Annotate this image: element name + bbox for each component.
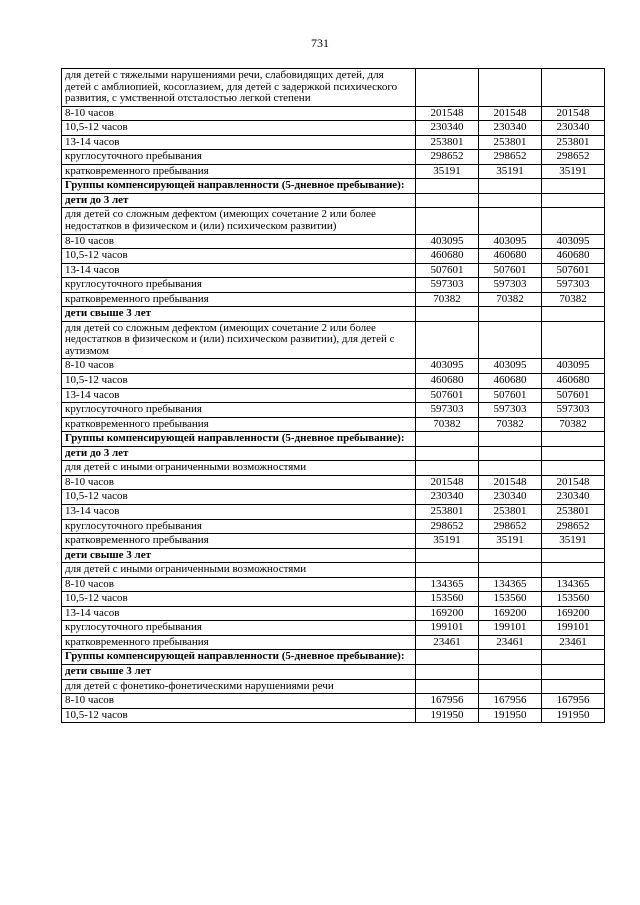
value-cell-2 <box>479 193 542 208</box>
section-heading: дети до 3 лет <box>62 193 416 208</box>
value-cell-2: 597303 <box>479 278 542 293</box>
value-cell-2: 253801 <box>479 504 542 519</box>
table-row <box>62 106 605 121</box>
table-row <box>62 278 605 293</box>
value-cell-3 <box>542 446 605 461</box>
table-row <box>62 359 605 374</box>
value-cell-2: 403095 <box>479 359 542 374</box>
section-heading-row <box>62 664 605 679</box>
value-cell-3 <box>542 307 605 322</box>
value-cell-3 <box>542 461 605 476</box>
table-row <box>62 374 605 389</box>
section-heading: Группы компенсирующей направленности (5-дневное пребывание): <box>62 650 416 665</box>
table-row <box>62 606 605 621</box>
value-cell-1: 253801 <box>416 135 479 150</box>
table-row <box>62 635 605 650</box>
value-cell-3: 201548 <box>542 106 605 121</box>
section-heading-row <box>62 432 605 447</box>
section-heading-row <box>62 548 605 563</box>
section-heading: дети свыше 3 лет <box>62 307 416 322</box>
value-cell-1: 70382 <box>416 292 479 307</box>
category-label: для детей с иными ограниченными возможностями <box>62 461 416 476</box>
value-cell-2: 169200 <box>479 606 542 621</box>
value-cell-3 <box>542 432 605 447</box>
row-label: 8-10 часов <box>62 359 416 374</box>
value-cell-1: 169200 <box>416 606 479 621</box>
row-label: 8-10 часов <box>62 475 416 490</box>
value-cell-1 <box>416 461 479 476</box>
value-cell-1: 230340 <box>416 490 479 505</box>
value-cell-2 <box>479 679 542 694</box>
value-cell-2 <box>479 664 542 679</box>
value-cell-3: 70382 <box>542 417 605 432</box>
value-cell-2: 460680 <box>479 374 542 389</box>
value-cell-1 <box>416 307 479 322</box>
value-cell-1 <box>416 446 479 461</box>
value-cell-2: 403095 <box>479 234 542 249</box>
value-cell-2 <box>479 69 542 107</box>
value-cell-2: 191950 <box>479 708 542 723</box>
row-label: 10,5-12 часов <box>62 490 416 505</box>
value-cell-3 <box>542 179 605 194</box>
value-cell-2: 201548 <box>479 106 542 121</box>
table-row <box>62 135 605 150</box>
value-cell-2: 230340 <box>479 121 542 136</box>
value-cell-3: 230340 <box>542 490 605 505</box>
value-cell-3: 199101 <box>542 621 605 636</box>
value-cell-1 <box>416 679 479 694</box>
value-cell-2: 201548 <box>479 475 542 490</box>
value-cell-3: 35191 <box>542 534 605 549</box>
row-label: круглосуточного пребывания <box>62 150 416 165</box>
value-cell-1: 35191 <box>416 534 479 549</box>
row-label: 13-14 часов <box>62 263 416 278</box>
row-label: кратковременного пребывания <box>62 164 416 179</box>
value-cell-3: 460680 <box>542 249 605 264</box>
value-cell-2: 23461 <box>479 635 542 650</box>
table-row <box>62 292 605 307</box>
row-label: 10,5-12 часов <box>62 708 416 723</box>
row-label: 13-14 часов <box>62 606 416 621</box>
value-cell-1 <box>416 548 479 563</box>
value-cell-1: 403095 <box>416 234 479 249</box>
value-cell-3: 70382 <box>542 292 605 307</box>
table-row <box>62 504 605 519</box>
category-label: для детей с тяжелыми нарушениями речи, слабовидящих детей, для детей с амблиопией, косоглазием, для детей с задержкой психического развития, с умственной отсталостью легкой степени <box>62 69 416 107</box>
value-cell-1 <box>416 650 479 665</box>
value-cell-2: 70382 <box>479 417 542 432</box>
section-heading-row <box>62 446 605 461</box>
value-cell-1: 134365 <box>416 577 479 592</box>
section-heading: дети свыше 3 лет <box>62 664 416 679</box>
value-cell-3: 253801 <box>542 135 605 150</box>
value-cell-3: 153560 <box>542 592 605 607</box>
value-cell-2: 134365 <box>479 577 542 592</box>
value-cell-3: 298652 <box>542 519 605 534</box>
value-cell-2: 298652 <box>479 150 542 165</box>
value-cell-1: 253801 <box>416 504 479 519</box>
table-row <box>62 592 605 607</box>
row-label: 10,5-12 часов <box>62 121 416 136</box>
value-cell-2 <box>479 432 542 447</box>
value-cell-1: 597303 <box>416 278 479 293</box>
row-label: круглосуточного пребывания <box>62 403 416 418</box>
value-cell-1: 191950 <box>416 708 479 723</box>
value-cell-3: 169200 <box>542 606 605 621</box>
value-cell-2: 199101 <box>479 621 542 636</box>
tariff-table <box>61 68 605 723</box>
value-cell-1: 298652 <box>416 519 479 534</box>
value-cell-1 <box>416 179 479 194</box>
section-heading-row <box>62 193 605 208</box>
table-row <box>62 403 605 418</box>
value-cell-1: 460680 <box>416 249 479 264</box>
table-row <box>62 150 605 165</box>
table-row <box>62 577 605 592</box>
row-label: 13-14 часов <box>62 135 416 150</box>
value-cell-3: 35191 <box>542 164 605 179</box>
category-row <box>62 69 605 107</box>
category-row <box>62 563 605 578</box>
value-cell-2: 253801 <box>479 135 542 150</box>
tariff-table-body <box>62 69 605 723</box>
value-cell-1 <box>416 69 479 107</box>
table-row <box>62 121 605 136</box>
value-cell-2: 298652 <box>479 519 542 534</box>
value-cell-1 <box>416 208 479 234</box>
value-cell-3: 134365 <box>542 577 605 592</box>
value-cell-3 <box>542 321 605 359</box>
value-cell-1: 507601 <box>416 263 479 278</box>
table-row <box>62 694 605 709</box>
table-row <box>62 249 605 264</box>
value-cell-1: 403095 <box>416 359 479 374</box>
table-row <box>62 388 605 403</box>
value-cell-1: 167956 <box>416 694 479 709</box>
value-cell-3 <box>542 69 605 107</box>
value-cell-1: 23461 <box>416 635 479 650</box>
value-cell-1: 70382 <box>416 417 479 432</box>
value-cell-2: 507601 <box>479 388 542 403</box>
value-cell-3: 191950 <box>542 708 605 723</box>
value-cell-1 <box>416 193 479 208</box>
row-label: кратковременного пребывания <box>62 635 416 650</box>
value-cell-1: 199101 <box>416 621 479 636</box>
section-heading-row <box>62 307 605 322</box>
value-cell-3: 403095 <box>542 234 605 249</box>
value-cell-3: 201548 <box>542 475 605 490</box>
value-cell-2: 167956 <box>479 694 542 709</box>
section-heading: Группы компенсирующей направленности (5-дневное пребывание): <box>62 432 416 447</box>
category-label: для детей с иными ограниченными возможностями <box>62 563 416 578</box>
value-cell-1 <box>416 664 479 679</box>
section-heading: Группы компенсирующей направленности (5-дневное пребывание): <box>62 179 416 194</box>
section-heading: дети до 3 лет <box>62 446 416 461</box>
value-cell-3: 23461 <box>542 635 605 650</box>
row-label: круглосуточного пребывания <box>62 519 416 534</box>
value-cell-3: 253801 <box>542 504 605 519</box>
category-row <box>62 461 605 476</box>
value-cell-2 <box>479 563 542 578</box>
table-row <box>62 534 605 549</box>
value-cell-1: 153560 <box>416 592 479 607</box>
value-cell-2 <box>479 321 542 359</box>
value-cell-3: 597303 <box>542 278 605 293</box>
value-cell-3 <box>542 679 605 694</box>
value-cell-2 <box>479 208 542 234</box>
value-cell-2: 597303 <box>479 403 542 418</box>
value-cell-1: 201548 <box>416 475 479 490</box>
row-label: 10,5-12 часов <box>62 592 416 607</box>
value-cell-2 <box>479 307 542 322</box>
row-label: 8-10 часов <box>62 234 416 249</box>
table-row <box>62 490 605 505</box>
row-label: 8-10 часов <box>62 577 416 592</box>
value-cell-1: 201548 <box>416 106 479 121</box>
value-cell-1: 230340 <box>416 121 479 136</box>
value-cell-2: 230340 <box>479 490 542 505</box>
value-cell-2 <box>479 461 542 476</box>
table-row <box>62 164 605 179</box>
value-cell-2 <box>479 446 542 461</box>
row-label: 8-10 часов <box>62 694 416 709</box>
page-number: 731 <box>311 36 329 50</box>
value-cell-2: 35191 <box>479 534 542 549</box>
value-cell-3: 507601 <box>542 388 605 403</box>
value-cell-3: 230340 <box>542 121 605 136</box>
table-row <box>62 708 605 723</box>
table-row <box>62 263 605 278</box>
value-cell-3: 507601 <box>542 263 605 278</box>
value-cell-2 <box>479 650 542 665</box>
row-label: 10,5-12 часов <box>62 249 416 264</box>
value-cell-3: 403095 <box>542 359 605 374</box>
category-row <box>62 321 605 359</box>
row-label: кратковременного пребывания <box>62 534 416 549</box>
value-cell-2 <box>479 548 542 563</box>
category-label: для детей со сложным дефектом (имеющих сочетание 2 или более недостатков в физическом и (или) психическом развитии) <box>62 208 416 234</box>
row-label: круглосуточного пребывания <box>62 278 416 293</box>
value-cell-3 <box>542 650 605 665</box>
value-cell-3 <box>542 208 605 234</box>
value-cell-3: 597303 <box>542 403 605 418</box>
table-row <box>62 475 605 490</box>
table-row <box>62 234 605 249</box>
category-label: для детей с фонетико-фонетическими нарушениями речи <box>62 679 416 694</box>
value-cell-3 <box>542 563 605 578</box>
value-cell-2: 70382 <box>479 292 542 307</box>
row-label: 13-14 часов <box>62 504 416 519</box>
value-cell-3: 460680 <box>542 374 605 389</box>
value-cell-1: 460680 <box>416 374 479 389</box>
value-cell-1: 597303 <box>416 403 479 418</box>
value-cell-2: 460680 <box>479 249 542 264</box>
value-cell-3 <box>542 664 605 679</box>
value-cell-1 <box>416 563 479 578</box>
value-cell-3: 167956 <box>542 694 605 709</box>
value-cell-2 <box>479 179 542 194</box>
section-heading-row <box>62 650 605 665</box>
row-label: кратковременного пребывания <box>62 292 416 307</box>
table-row <box>62 417 605 432</box>
section-heading-row <box>62 179 605 194</box>
row-label: 13-14 часов <box>62 388 416 403</box>
value-cell-2: 507601 <box>479 263 542 278</box>
value-cell-3: 298652 <box>542 150 605 165</box>
table-row <box>62 621 605 636</box>
value-cell-1: 35191 <box>416 164 479 179</box>
row-label: 8-10 часов <box>62 106 416 121</box>
value-cell-1: 298652 <box>416 150 479 165</box>
value-cell-1: 507601 <box>416 388 479 403</box>
table-row <box>62 519 605 534</box>
row-label: 10,5-12 часов <box>62 374 416 389</box>
category-row <box>62 208 605 234</box>
value-cell-1 <box>416 321 479 359</box>
value-cell-1 <box>416 432 479 447</box>
value-cell-3 <box>542 548 605 563</box>
value-cell-2: 153560 <box>479 592 542 607</box>
category-label: для детей со сложным дефектом (имеющих сочетание 2 или более недостатков в физическом и (или) психическом развитии), для детей с аутизмом <box>62 321 416 359</box>
value-cell-2: 35191 <box>479 164 542 179</box>
row-label: кратковременного пребывания <box>62 417 416 432</box>
row-label: круглосуточного пребывания <box>62 621 416 636</box>
section-heading: дети свыше 3 лет <box>62 548 416 563</box>
value-cell-3 <box>542 193 605 208</box>
category-row <box>62 679 605 694</box>
